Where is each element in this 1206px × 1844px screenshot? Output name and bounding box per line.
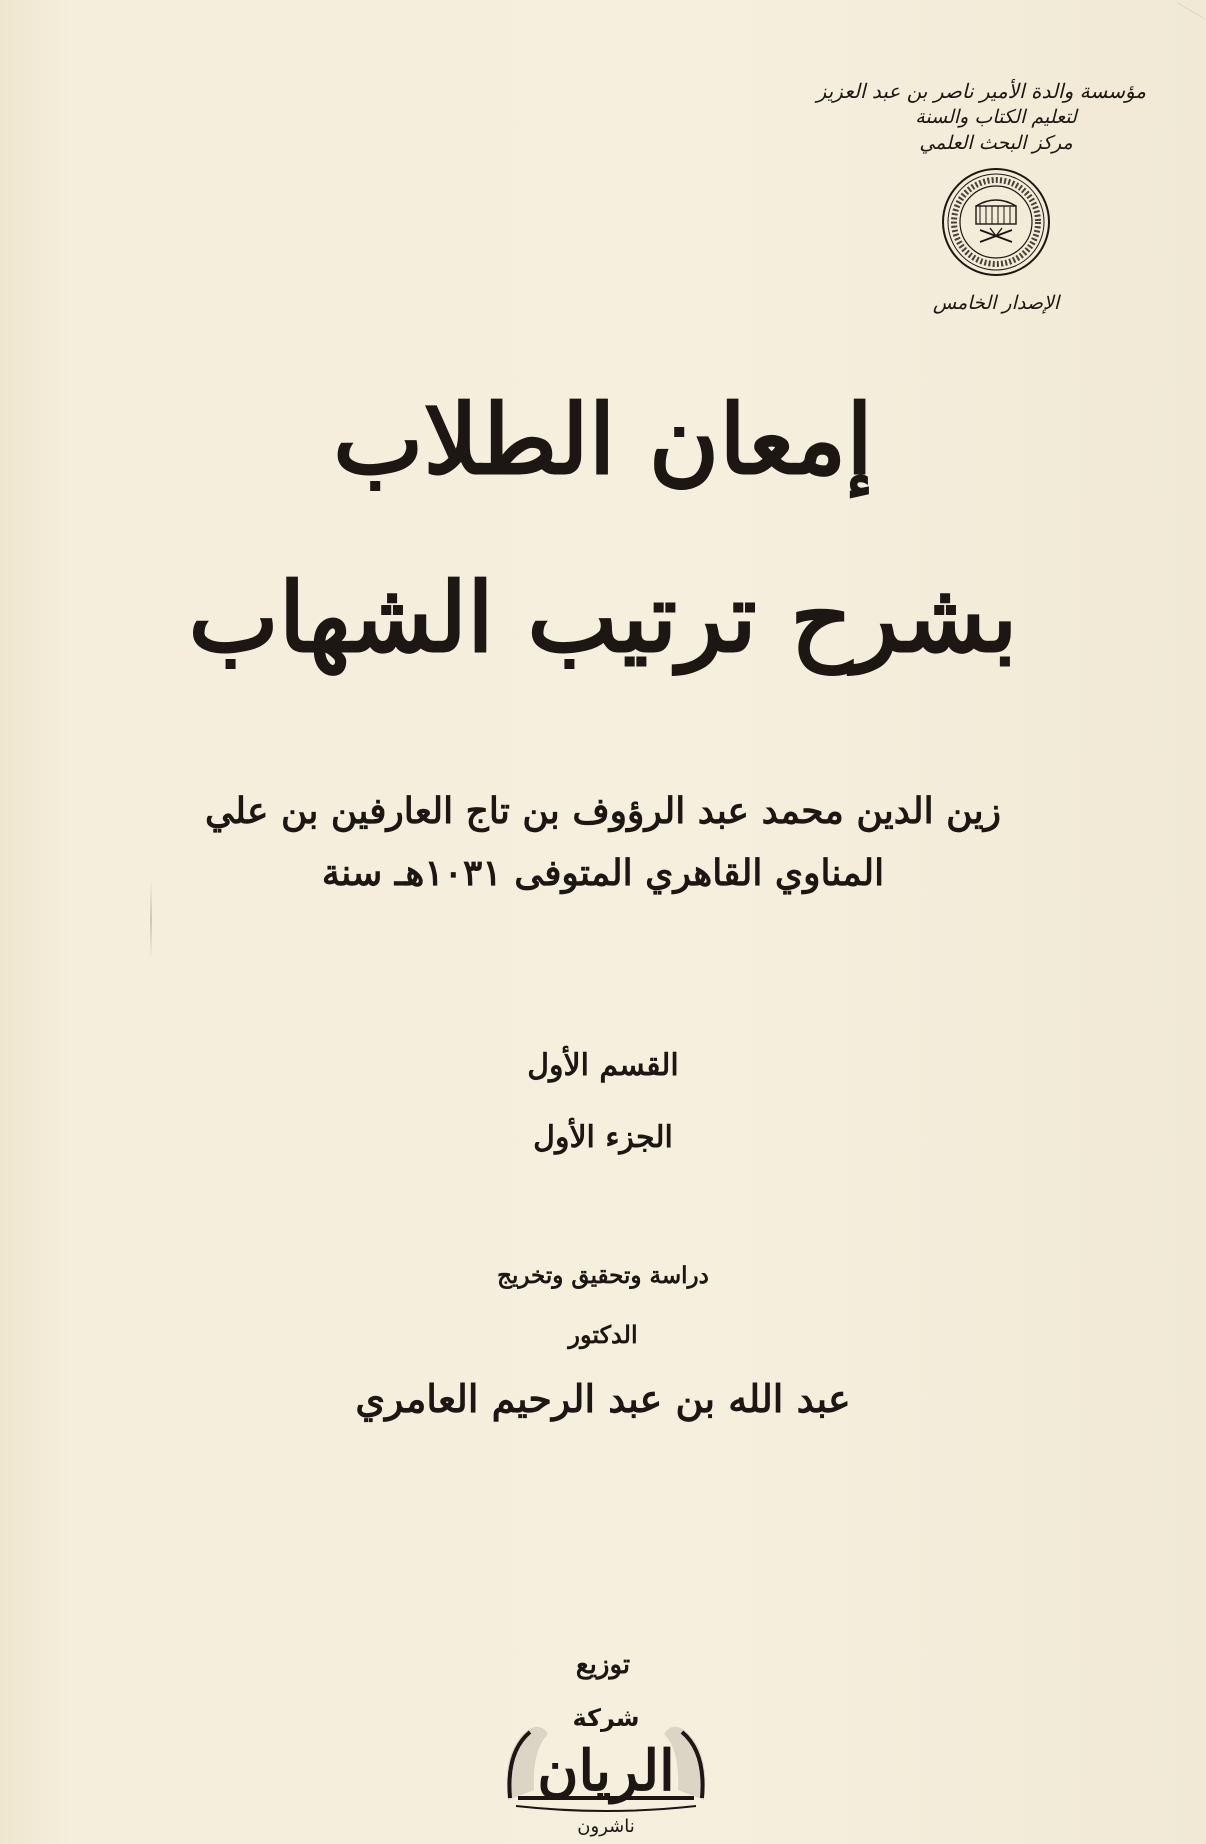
distribution-label: توزيع xyxy=(575,1650,631,1680)
book-title xyxy=(80,370,1126,688)
editor-title: الدكتور xyxy=(568,1320,638,1349)
logo-company-tag: ناشرون xyxy=(577,1816,635,1837)
publisher-logo-icon xyxy=(488,1690,724,1840)
foundation-name: مؤسسة والدة الأمير ناصر بن عبد العزيز xyxy=(816,79,1146,103)
corner-fold xyxy=(1162,3,1203,45)
foundation-purpose: لتعليم الكتاب والسنة xyxy=(915,106,1077,128)
author-block xyxy=(100,780,1106,904)
title-line-2: بشرح ترتيب الشهاب xyxy=(188,561,1018,674)
institution-seal-icon xyxy=(940,166,1052,278)
author-line-1: زين الدين محمد عبد الرؤوف بن تاج العارفين بن علي xyxy=(205,790,1001,832)
research-center: مركز البحث العلمي xyxy=(919,132,1073,154)
section-label: القسم الأول xyxy=(527,1048,679,1083)
publisher-block xyxy=(816,78,1146,314)
editor-name: عبد الله بن عبد الرحيم العامري xyxy=(355,1376,851,1421)
title-line-1: إمعان الطلاب xyxy=(333,383,873,496)
study-label: دراسة وتحقيق وتخريج xyxy=(497,1262,709,1289)
volume-label: الجزء الأول xyxy=(533,1120,673,1155)
author-line-2: المناوي القاهري المتوفى ١٠٣١هـ سنة xyxy=(321,852,885,894)
volume-info xyxy=(300,1030,906,1174)
logo-company-name: الريان xyxy=(537,1738,675,1804)
edition-label: الإصدار الخامس xyxy=(932,292,1060,314)
logo-company-word: شركة xyxy=(572,1704,640,1732)
